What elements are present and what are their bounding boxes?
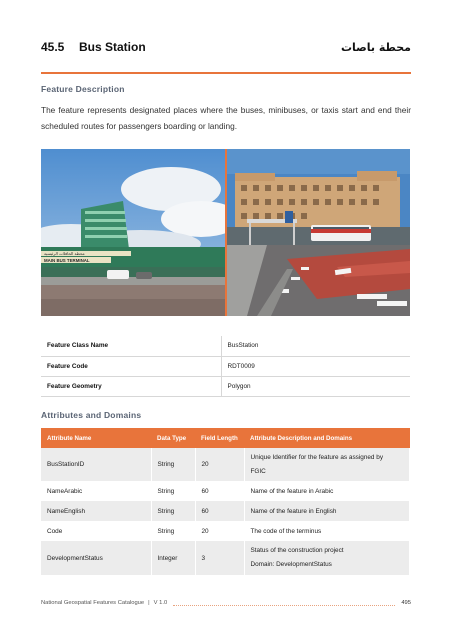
column-header-field-length: Field Length — [195, 428, 244, 448]
feature-class-name-label: Feature Class Name — [41, 336, 221, 356]
feature-code-label: Feature Code — [41, 356, 221, 376]
feature-photos — [41, 149, 410, 316]
attribute-name: DevelopmentStatus — [41, 541, 151, 575]
footer-dot-leader — [173, 601, 395, 606]
attribute-description: Name of the feature in Arabic — [244, 481, 410, 501]
feature-geometry-value: Polygon — [221, 376, 410, 396]
footer-separator: | — [148, 600, 150, 606]
attribute-length: 60 — [195, 501, 244, 521]
attribute-length: 20 — [195, 448, 244, 481]
section-title-arabic: محطة باصات — [340, 41, 411, 54]
terminal-sign-english: MAIN BUS TERMINAL — [44, 258, 90, 263]
attribute-description: Name of the feature in English — [244, 501, 410, 521]
attribute-name: NameArabic — [41, 481, 151, 501]
section-title: Bus Station — [79, 40, 146, 54]
attribute-length: 3 — [195, 541, 244, 575]
feature-description-text: The feature represents designated places where the buses, minibuses, or taxis start and end their scheduled routes for passengers boarding or landing. — [41, 105, 411, 131]
attribute-name: Code — [41, 521, 151, 541]
table-row — [41, 541, 410, 575]
attribute-description — [244, 541, 410, 575]
terminal-sign-arabic: محطة الحافلات الرئيسية — [44, 251, 85, 256]
attribute-length: 60 — [195, 481, 244, 501]
column-header-data-type: Data Type — [151, 428, 195, 448]
attribute-description-line: Domain: DevelopmentStatus — [250, 561, 332, 568]
header-divider — [41, 72, 411, 74]
attribute-length: 20 — [195, 521, 244, 541]
attribute-name: NameEnglish — [41, 501, 151, 521]
attribute-type: String — [151, 448, 195, 481]
feature-info-table — [41, 336, 410, 397]
page-footer — [41, 598, 411, 608]
attributes-table — [41, 428, 410, 575]
bus-station-street-photo — [227, 149, 410, 316]
column-header-description: Attribute Description and Domains — [244, 428, 410, 448]
page-header — [41, 40, 411, 58]
attribute-type: Integer — [151, 541, 195, 575]
attribute-type: String — [151, 521, 195, 541]
attribute-description-line: Unique Identifier for the feature as assigned by — [250, 453, 384, 461]
attribute-description — [244, 448, 410, 481]
table-row — [41, 521, 410, 541]
table-row — [41, 376, 410, 396]
table-row — [41, 481, 410, 501]
attribute-type: String — [151, 481, 195, 501]
feature-class-name-value: BusStation — [221, 336, 410, 356]
table-row — [41, 448, 410, 481]
section-number: 45.5 — [41, 40, 65, 54]
attribute-name: BusStationID — [41, 448, 151, 481]
column-header-attribute-name: Attribute Name — [41, 428, 151, 448]
attribute-type: String — [151, 501, 195, 521]
footer-catalogue-name: National Geospatial Features Catalogue — [41, 600, 145, 606]
table-row — [41, 336, 410, 356]
feature-geometry-label: Feature Geometry — [41, 376, 221, 396]
table-header-row — [41, 428, 410, 448]
attribute-description-line: Status of the construction project — [250, 547, 344, 554]
attribute-description: The code of the terminus — [244, 521, 410, 541]
attributes-heading: Attributes and Domains — [41, 410, 142, 420]
feature-description-heading: Feature Description — [41, 84, 125, 94]
feature-code-value: RDT0009 — [221, 356, 410, 376]
footer-version: V 1.0 — [153, 600, 168, 606]
bus-terminal-photo — [41, 149, 225, 316]
attribute-description-line: FGIC — [250, 467, 266, 475]
page-number: 495 — [401, 600, 411, 606]
table-row — [41, 501, 410, 521]
table-row — [41, 356, 410, 376]
